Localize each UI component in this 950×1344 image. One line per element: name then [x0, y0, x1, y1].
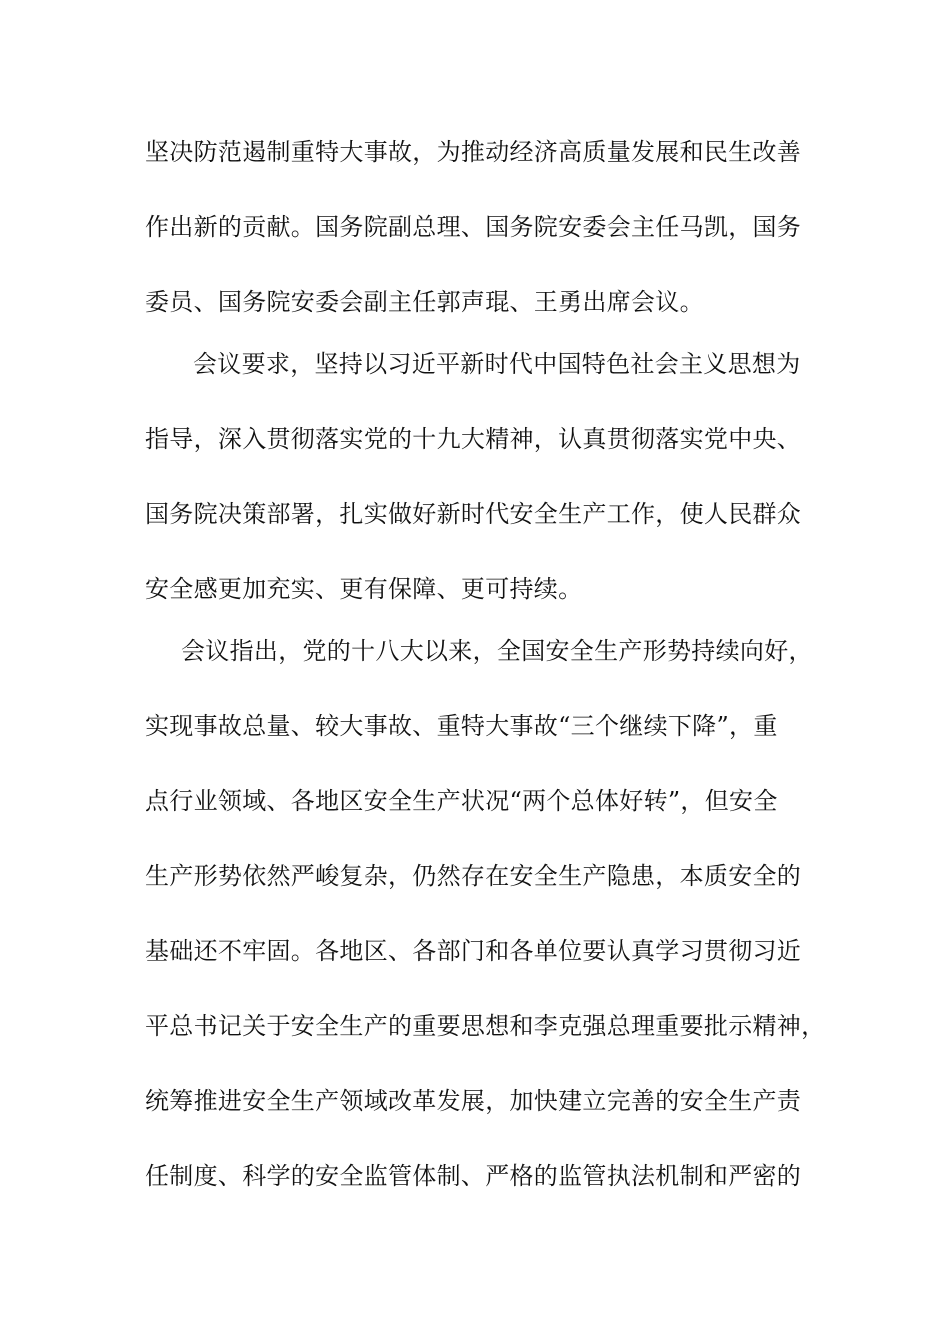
- text-line-11: 生产形势依然严峻复杂，仍然存在安全生产隐患，本质安全的: [145, 862, 802, 890]
- text-line-2: 作出新的贡献。国务院副总理、国务院安委会主任马凯，国务: [145, 213, 802, 241]
- paragraph-start-line-4: 会议要求，坚持以习近平新时代中国特色社会主义思想为: [193, 350, 801, 378]
- text-line-6: 国务院决策部署，扎实做好新时代安全生产工作，使人民群众: [145, 500, 802, 528]
- text-line-7: 安全感更加充实、更有保障、更可持续。: [145, 575, 583, 603]
- text-line-1: 坚决防范遏制重特大事故，为推动经济高质量发展和民生改善: [145, 138, 802, 166]
- text-line-14: 统筹推进安全生产领域改革发展，加快建立完善的安全生产责: [145, 1087, 802, 1115]
- text-line-13: 平总书记关于安全生产的重要思想和李克强总理重要批示精神，: [145, 1012, 826, 1040]
- paragraph-start-line-8: 会议指出，党的十八大以来，全国安全生产形势持续向好，: [181, 637, 813, 665]
- text-line-3: 委员、国务院安委会副主任郭声琨、王勇出席会议。: [145, 288, 704, 316]
- text-line-5: 指导，深入贯彻落实党的十九大精神，认真贯彻落实党中央、: [145, 425, 802, 453]
- text-line-9: 实现事故总量、较大事故、重特大事故“三个继续下降”，重: [145, 712, 778, 740]
- text-line-12: 基础还不牢固。各地区、各部门和各单位要认真学习贯彻习近: [145, 937, 802, 965]
- text-line-10: 点行业领域、各地区安全生产状况“两个总体好转”，但安全: [145, 787, 778, 815]
- text-line-15: 任制度、科学的安全监管体制、严格的监管执法机制和严密的: [145, 1162, 802, 1190]
